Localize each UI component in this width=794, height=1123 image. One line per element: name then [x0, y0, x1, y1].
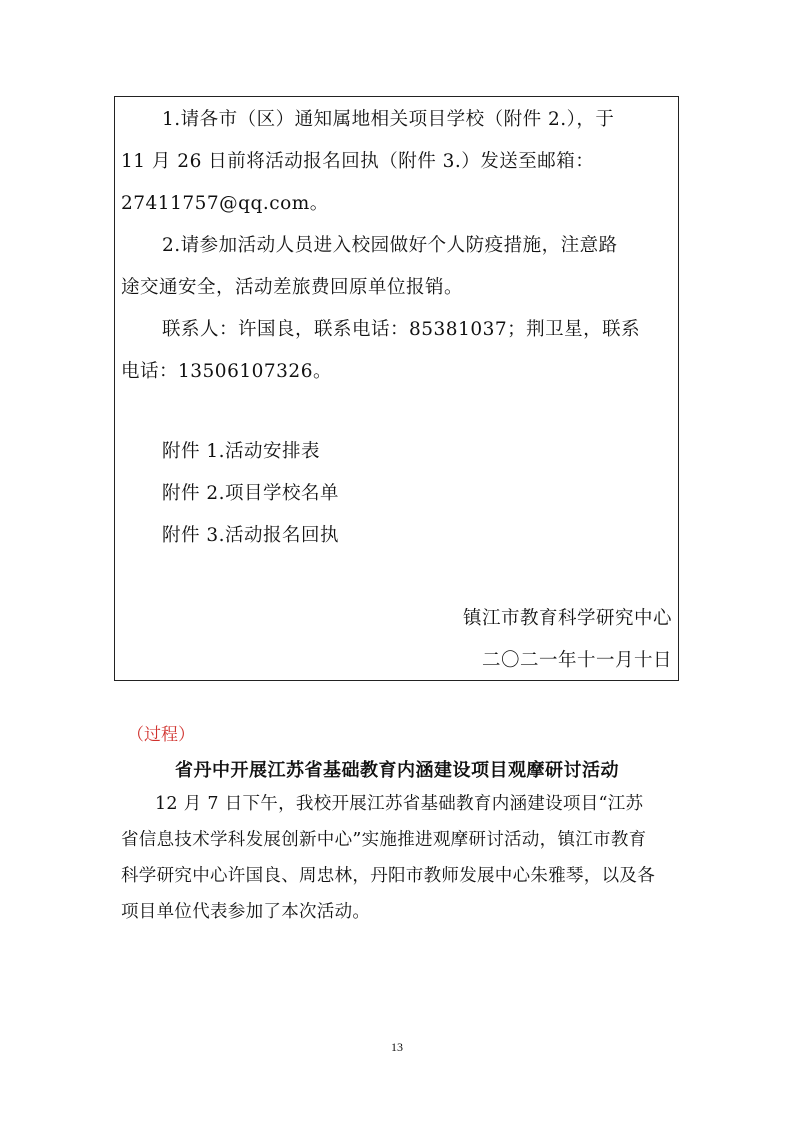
notice-box: [114, 96, 679, 681]
item2-line1: 2.请参加活动人员进入校园做好个人防疫措施，注意路: [162, 235, 618, 256]
attachment-3: 附件 3.活动报名回执: [162, 525, 340, 546]
paragraph-line-3: 科学研究中心许国良、周忠林，丹阳市教师发展中心朱雅琴，以及各: [121, 866, 655, 886]
signature-org: 镇江市教育科学研究中心: [462, 608, 672, 629]
item1-line3: 27411757@qq.com。: [121, 193, 329, 214]
contact-line2: 电话：13506107326。: [121, 361, 332, 382]
paragraph-line-2: 省信息技术学科发展创新中心”实施推进观摩研讨活动，镇江市教育: [121, 830, 647, 850]
section-label: （过程）: [127, 725, 195, 745]
attachment-2: 附件 2.项目学校名单: [162, 483, 340, 504]
item2-line2: 途交通安全，活动差旅费回原单位报销。: [121, 277, 464, 298]
item1-line2: 11 月 26 日前将活动报名回执（附件 3.）发送至邮箱：: [121, 151, 595, 172]
item1-line1: 1.请各市（区）通知属地相关项目学校（附件 2.），于: [162, 109, 615, 130]
paragraph-line-1: 12 月 7 日下午，我校开展江苏省基础教育内涵建设项目“江苏: [155, 794, 644, 814]
signature-date: 二〇二一年十一月十日: [481, 650, 672, 671]
contact-line1: 联系人：许国良，联系电话：85381037；荆卫星，联系: [162, 319, 641, 340]
article-title: 省丹中开展江苏省基础教育内涵建设项目观摩研讨活动: [175, 760, 619, 781]
attachment-1: 附件 1.活动安排表: [162, 441, 321, 462]
paragraph-line-4: 项目单位代表参加了本次活动。: [121, 902, 371, 922]
page-number: 13: [391, 1040, 403, 1054]
